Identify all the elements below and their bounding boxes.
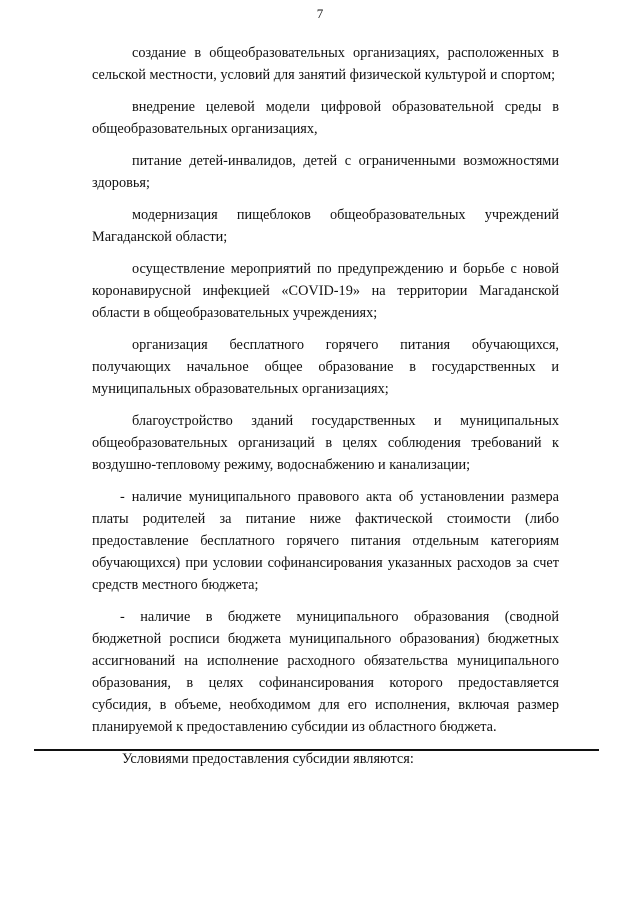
paragraph-digital-environment: внедрение целевой модели цифровой образовательной среды в общеобразовательных организациях, [92, 99, 559, 137]
document-body [92, 42, 559, 780]
paragraph-free-hot-meals: организация бесплатного горячего питания обучающихся, получающих начальное общее образование в государственных и муниципальных образовательных организациях; [92, 337, 559, 397]
paragraph-municipal-act: - наличие муниципального правового акта об установлении размера платы родителей за питание ниже фактической стоимости (либо предоставление бесплатного горячего питания отдельным категориям обучающихся) при условии софинансирования указанных расходов за счет средств местного бюджета; [92, 489, 559, 593]
paragraph-subsidy-conditions: Условиями предоставления субсидии являются: [122, 751, 414, 767]
page-number: 7 [316, 6, 324, 21]
paragraph-canteen-modernization: модернизация пищеблоков общеобразовательных учреждений Магаданской области; [92, 207, 559, 245]
paragraph-disabled-children-meals: питание детей-инвалидов, детей с ограниченными возможностями здоровья; [92, 153, 559, 191]
horizontal-rule [34, 749, 599, 751]
paragraph-rural-sports: создание в общеобразовательных организациях, расположенных в сельской местности, условий для занятий физической культурой и спортом; [92, 45, 559, 83]
paragraph-budget-allocation: - наличие в бюджете муниципального образования (сводной бюджетной росписи бюджета муниципального образования) бюджетных ассигнований на исполнение расходного обязательства муниципального образования, в целях софинансирования которого предоставляется субсидия, в объеме, необходимом для его исполнения, включая размер планируемой к предоставлению субсидии из областного бюджета. [92, 609, 559, 735]
paragraph-building-improvement: благоустройство зданий государственных и муниципальных общеобразовательных организаций в целях соблюдения требований к воздушно-тепловому режиму, водоснабжению и канализации; [92, 413, 559, 473]
paragraph-covid-measures: осуществление мероприятий по предупреждению и борьбе с новой коронавирусной инфекцией «COVID-19» на территории Магаданской области в общеобразовательных учреждениях; [92, 261, 559, 321]
